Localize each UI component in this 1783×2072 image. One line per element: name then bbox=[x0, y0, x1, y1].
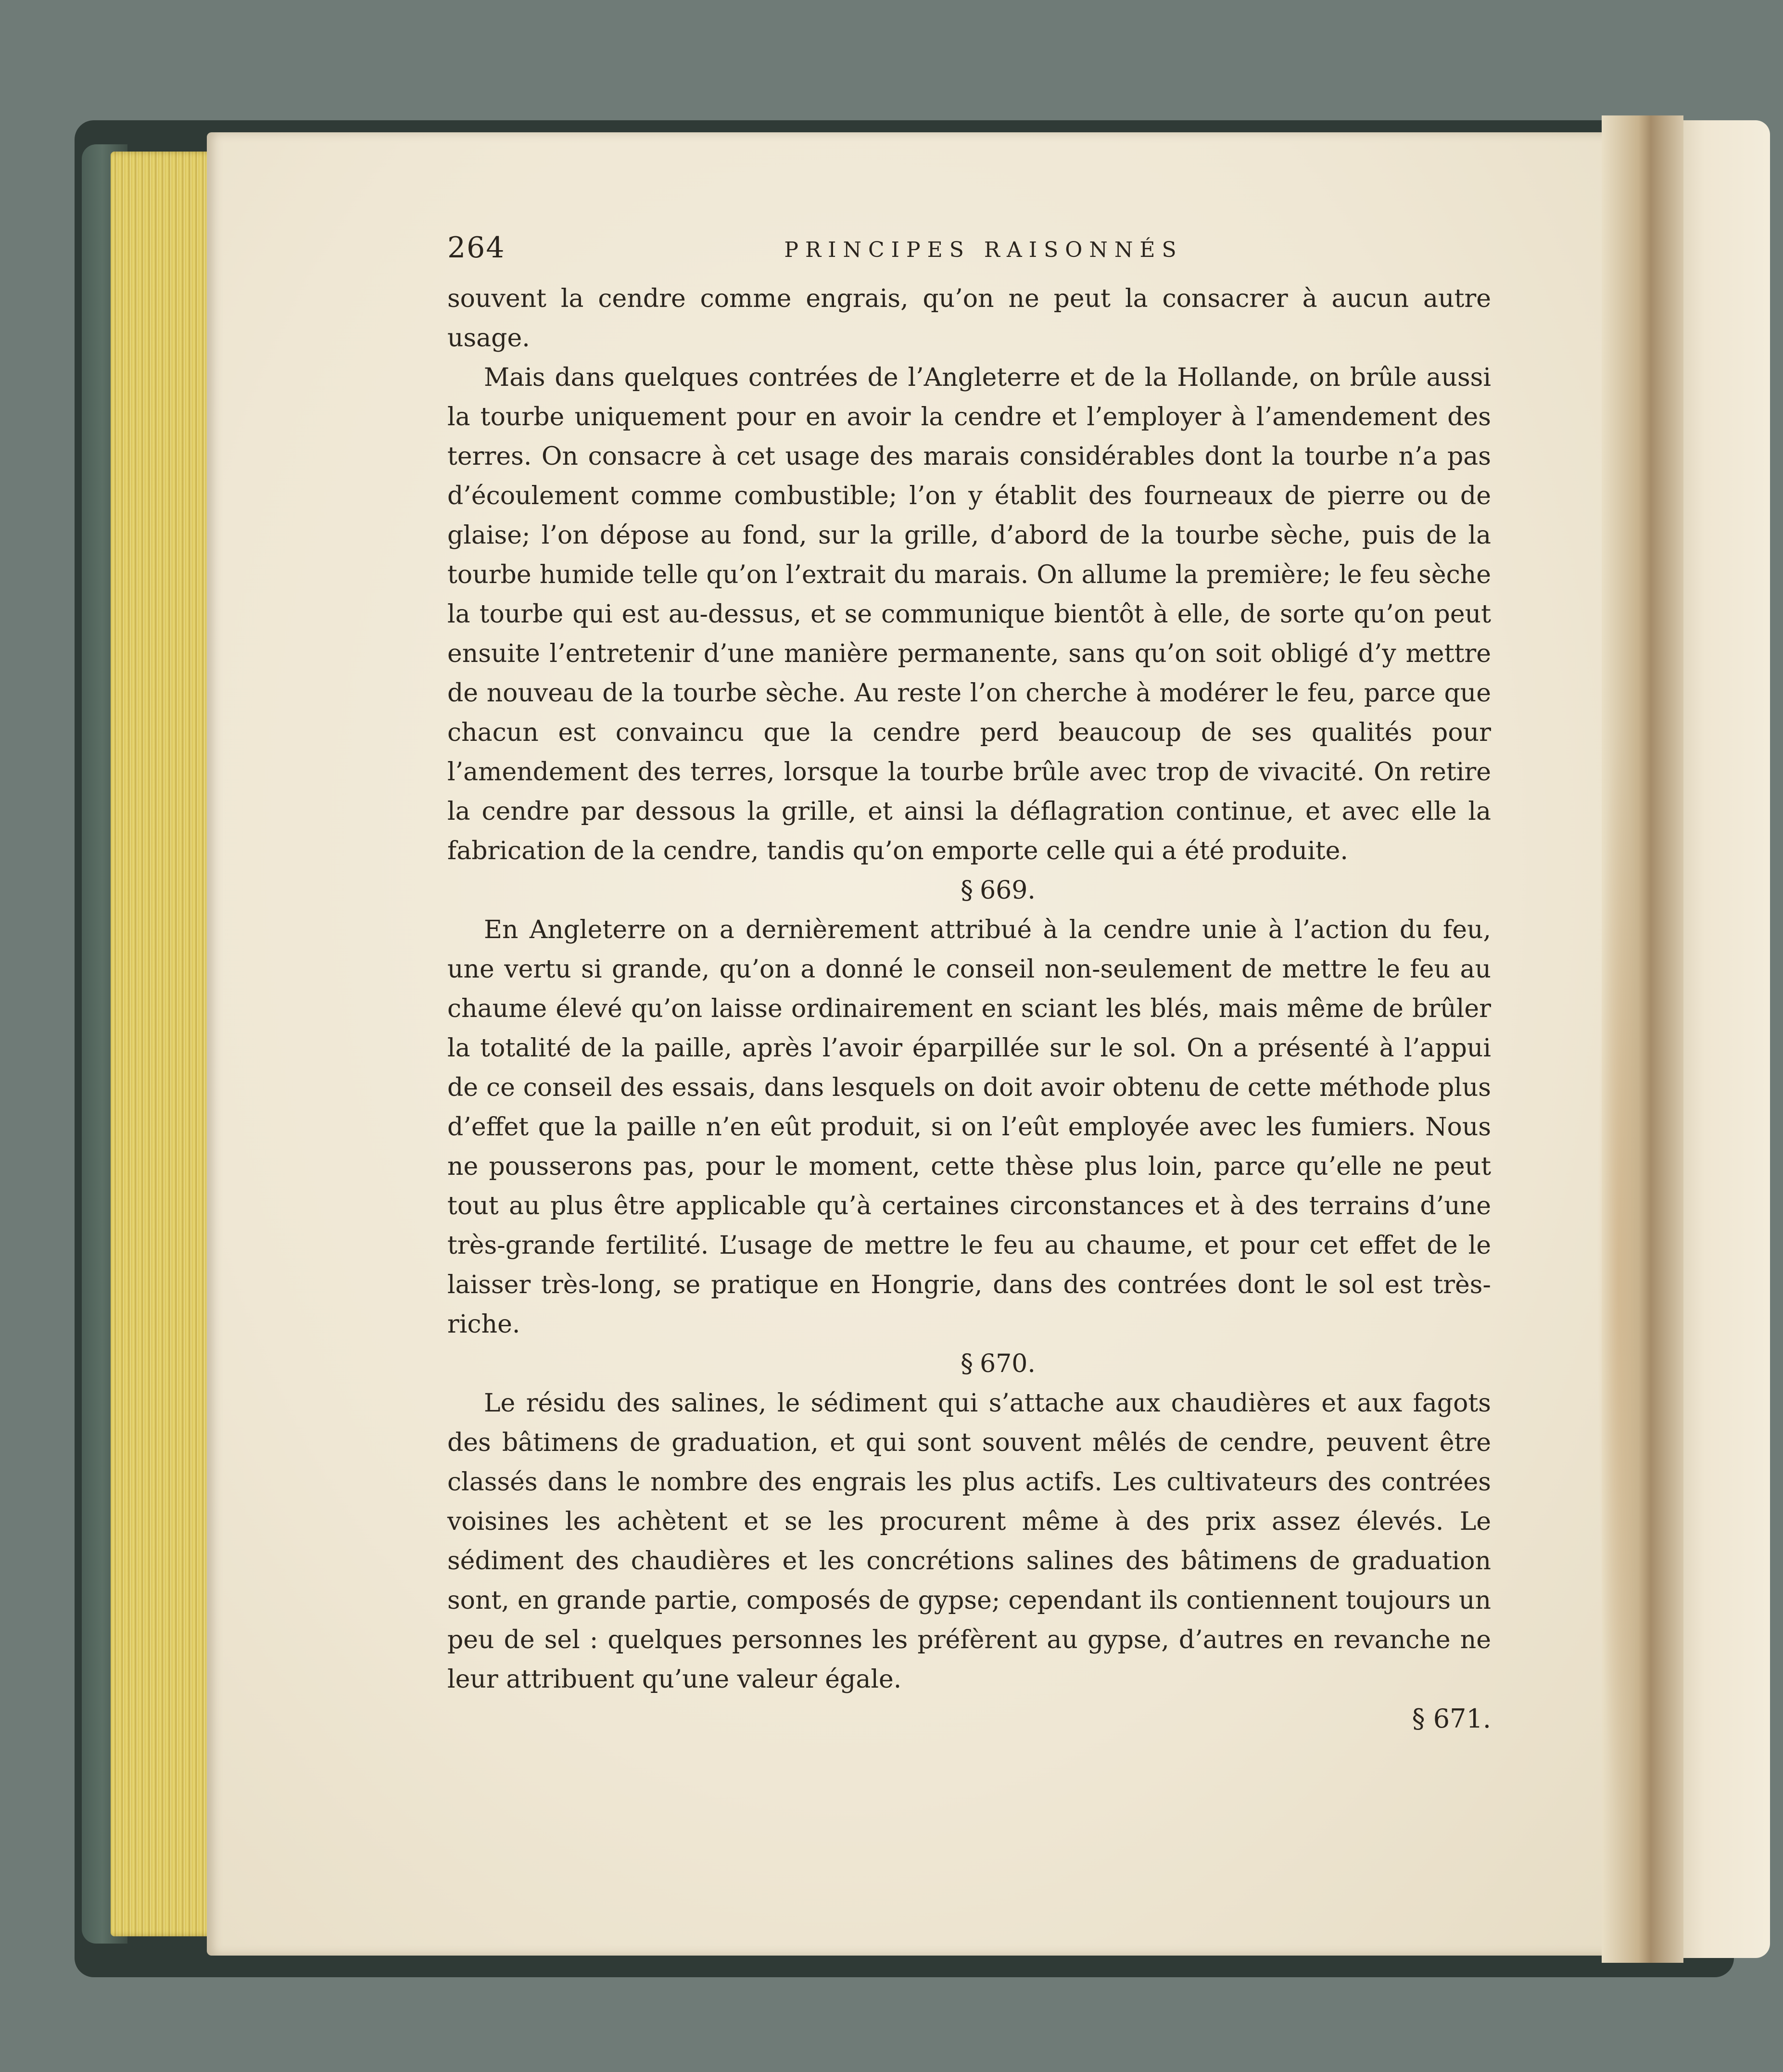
section-sign: § bbox=[961, 876, 974, 905]
section-number: 669. bbox=[980, 876, 1036, 905]
page-stain bbox=[1597, 722, 1640, 1828]
page-text bbox=[447, 279, 1491, 1739]
section-sign: § bbox=[961, 1349, 974, 1378]
paragraph-peat-ash: Mais dans quelques contrées de l’Angleterre et de la Hollande, on brûle aussi la tourbe uniquement pour en avoir la cendre et l’employer à l’amendement des terres. On consacre à cet usage des marais considérables dont la tourbe n’a pas d’écoulement comme combustible; l’on y établit des fourneaux de pierre ou de glaise; l’on dépose au fond, sur la grille, d’abord de la tourbe sèche, puis de la tourbe humide telle qu’on l’extrait du marais. On allume la première; le feu sèche la tourbe qui est au-dessus, et se communique bientôt à elle, de sorte qu’on peut ensuite l’entretenir d’une manière permanente, sans qu’on soit obligé d’y mettre de nouveau de la tourbe sèche. Au reste l’on cherche à modérer le feu, parce que chacun est convaincu que la cendre perd beaucoup de ses qualités pour l’amendement des terres, lorsque la tourbe brûle avec trop de vivacité. On retire la cendre par dessous la grille, et ainsi la déflagration continue, et avec elle la fabrication de la cendre, tandis qu’on emporte celle qui a été produite. bbox=[447, 363, 1491, 865]
paragraph-saline-residue: Le résidu des salines, le sédiment qui s’attache aux chaudières et aux fagots des bâtimens de graduation, et qui sont souvent mêlés de cendre, peuvent être classés dans le nombre des engrais les plus actifs. Les cultivateurs des contrées voisines les achètent et se les procurent même à des prix assez élevés. Le sédiment des chaudières et les concrétions salines des bâtimens de graduation sont, en grande partie, composés de gypse; cependant ils contiennent toujours un peu de sel : quelques personnes les préfèrent au gypse, d’autres en revanche ne leur attribuent qu’une valeur égale. bbox=[447, 1389, 1491, 1694]
facing-page-edge bbox=[1669, 120, 1770, 1958]
section-heading-669 bbox=[447, 871, 1491, 910]
running-head bbox=[447, 231, 1554, 284]
section-number: 670. bbox=[980, 1349, 1036, 1378]
paragraph-continued: souvent la cendre comme engrais, qu’on ne peut la consacrer à aucun autre usage. bbox=[447, 284, 1491, 353]
section-heading-670 bbox=[447, 1344, 1491, 1384]
running-title: PRINCIPES RAISONNÉS bbox=[784, 238, 1183, 262]
gilded-page-edges bbox=[111, 152, 221, 1936]
page-number: 264 bbox=[447, 231, 506, 265]
catchword: § 671. bbox=[1412, 1703, 1491, 1734]
paragraph-stubble-burning: En Angleterre on a dernièrement attribué à la cendre unie à l’action du feu, une vertu si grande, qu’on a donné le conseil non-seulement de mettre le feu au chaume élevé qu’on laisse ordinairement en sciant les blés, mais même de brûler la totalité de la paille, après l’avoir éparpillée sur le sol. On a présenté à l’appui de ce conseil des essais, dans lesquels on doit avoir obtenu de cette méthode plus d’effet que la paille n’en eût produit, si on l’eût employée avec les fumiers. Nous ne pousserons pas, pour le moment, cette thèse plus loin, parce qu’elle ne peut tout au plus être applicable qu’à certaines circonstances et à des terrains d’une très-grande fertilité. L’usage de mettre le feu au chaume, et pour cet effet de le laisser très-long, se pratique en Hongrie, dans des contrées dont le sol est très-riche. bbox=[447, 915, 1491, 1339]
